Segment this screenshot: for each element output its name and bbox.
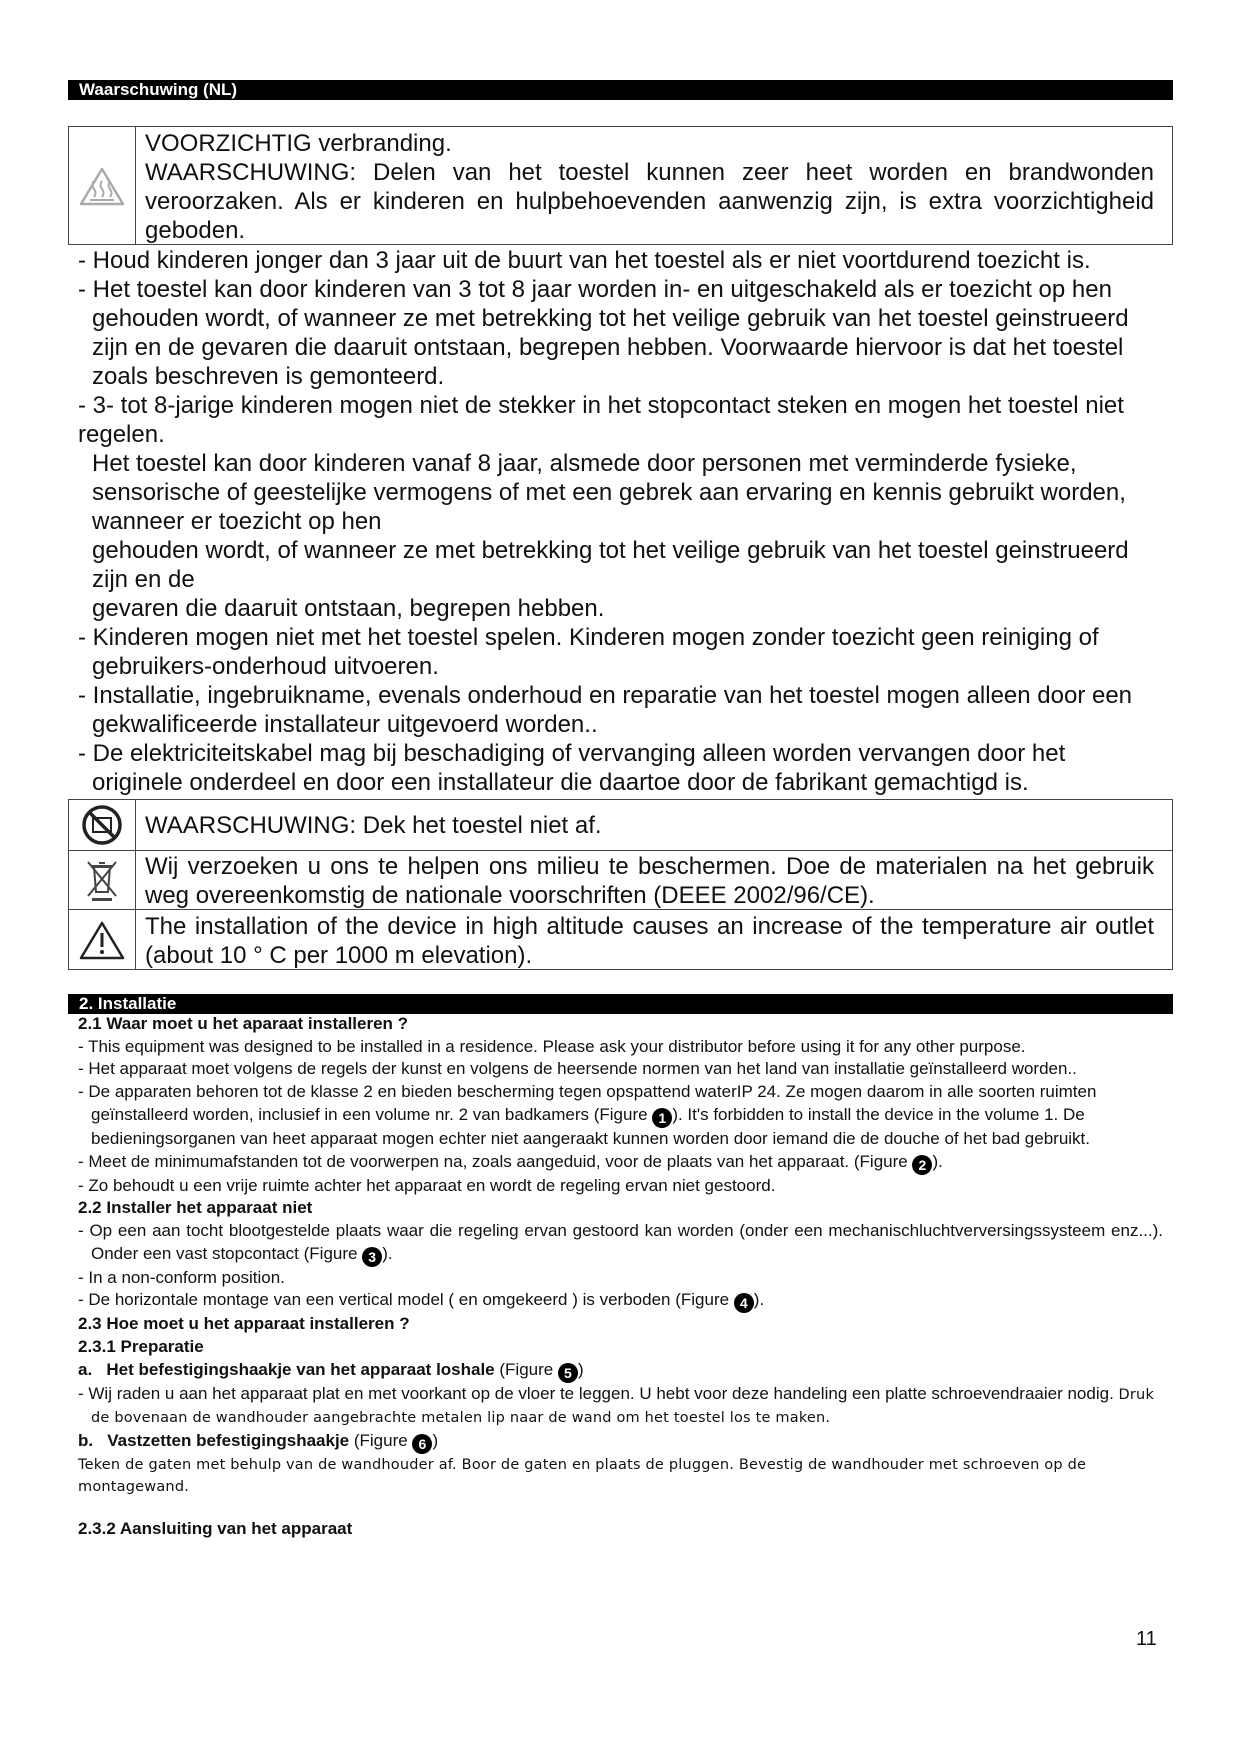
- section-header-warning: Waarschuwing (NL): [68, 80, 1173, 100]
- list-item: - This equipment was designed to be installed in a residence. Please ask your distributor before using it for any other purpose.: [78, 1036, 1026, 1056]
- list-item: Het toestel kan door kinderen vanaf 8 jaar, alsmede door personen met verminderde fysieke, sensorische of geestelijke vermogens of met een gebrek aan ervaring en kennis gebruikt worden, wanneer er toezicht op hen: [92, 450, 1126, 535]
- do-not-cover-box: [68, 799, 1173, 851]
- list-item: - De horizontale montage van een vertical model ( en omgekeerd ) is verboden (Figure 4 ).: [78, 1290, 765, 1312]
- step-a-heading: a. Het befestigingshaakje van het apparaat loshale (Figure 5 ): [78, 1359, 584, 1381]
- altitude-warning-box: [68, 909, 1173, 970]
- list-item: - In a non-conform position.: [78, 1267, 285, 1287]
- list-item: - De apparaten behoren tot de klasse 2 en bieden bescherming tegen opspattend waterIP 24. Ze mogen daarom in alle soorten ruimten geïnstalleerd worden, inclusief in een volume nr. 2 van badkamers (Figure 1 ). It's forbidden to install the device in the volume 1. De bedieningsorganen van heet apparaat mogen echter niet aangeraakt kunnen worden door iemand die de douche of het bad gebruikt.: [78, 1082, 1097, 1148]
- page-number: 11: [1136, 1628, 1157, 1650]
- step-b-heading: b. Vastzetten befestigingshaakje (Figure 6 ): [78, 1431, 439, 1453]
- list-item: - Op een aan tocht blootgestelde plaats waar die regeling ervan gestoord kan worden (onder een mechanischluchtverversingssysteem enz...). Onder een vast stopcontact (Figure 3 ).: [78, 1220, 1163, 1265]
- figure-2-marker: 2: [912, 1155, 932, 1175]
- hot-surface-warning-icon: [79, 166, 125, 206]
- step-b-text: Teken de gaten met behulp van de wandhouder af. Boor de gaten en plaats de pluggen. Bevestig de wandhouder met schroeven op de montagewand.: [78, 1457, 1087, 1496]
- list-item: - Het apparaat moet volgens de regels der kunst en volgens de heersende normen van het land van installatie geïnstalleerd worden..: [78, 1059, 1077, 1079]
- box2-text: WAARSCHUWING: Dek het toestel niet af.: [145, 812, 602, 839]
- list-item: - Wij raden u aan het apparaat plat en met voorkant op de vloer te leggen. U hebt voor deze handeling een platte schroevendraaier nodig. Druk de bovenaan de wandhouder aangebrachte metalen lip naar de wand om het toestel los te maken.: [78, 1383, 1155, 1427]
- list-item: - Houd kinderen jonger dan 3 jaar uit de buurt van het toestel als er niet voortdurend toezicht is.: [78, 247, 1091, 274]
- do-not-cover-icon: [81, 804, 123, 846]
- list-item: - Installatie, ingebruikname, evenals onderhoud en reparatie van het toestel mogen alleen door een gekwalificeerde installateur uitgevoerd worden..: [78, 682, 1133, 738]
- figure-1-marker: 1: [652, 1108, 672, 1128]
- subsection-title-2-3-1: 2.3.1 Preparatie: [78, 1337, 204, 1357]
- installation-content: [78, 1013, 1163, 1541]
- subsection-title-2-3-2: 2.3.2 Aansluiting van het apparaat: [78, 1519, 353, 1539]
- figure-3-marker: 3: [362, 1247, 382, 1267]
- figure-4-marker: 4: [734, 1293, 754, 1313]
- box1-title: VOORZICHTIG verbranding.: [145, 130, 452, 157]
- caution-triangle-icon: [79, 920, 125, 960]
- section-header-installation: 2. Installatie: [68, 994, 1173, 1014]
- subsection-title-2-2: 2.2 Installer het apparaat niet: [78, 1198, 313, 1218]
- hot-surface-warning-box: [68, 126, 1173, 245]
- warning-list: [78, 246, 1158, 797]
- box1-text: WAARSCHUWING: Delen van het toestel kunnen zeer heet worden en brandwonden veroorzaken. Als er kinderen en hulpbehoevenden aanwenzig zijn, is extra voorzichtigheid geboden.: [145, 159, 1154, 244]
- list-item: - Meet de minimumafstanden tot de voorwerpen na, zoals aangeduid, voor de plaats van het apparaat. (Figure 2 ).: [78, 1151, 943, 1173]
- subsection-title-2-1: 2.1 Waar moet u het aparaat installeren ?: [78, 1014, 409, 1033]
- box4-text: The installation of the device in high altitude causes an increase of the temperature air outlet (about 10 ° C per 1000 m elevation).: [145, 913, 1154, 969]
- list-item: - Het toestel kan door kinderen van 3 tot 8 jaar worden in- en uitgeschakeld als er toezicht op hen gehouden wordt, of wanneer ze met betrekking tot het veilige gebruik van het toestel geinstrueerd zijn en de gevaren die daaruit ontstaan, begrepen hebben. Voorwaarde hiervoor is dat het toestel zoals beschreven is gemonteerd.: [78, 276, 1129, 390]
- box3-text: Wij verzoeken u ons te helpen ons milieu te beschermen. Doe de materialen na het gebruik weg overeenkomstig de nationale voorschriften (DEEE 2002/96/CE).: [145, 853, 1154, 909]
- crossed-bin-weee-icon: [85, 858, 119, 902]
- list-item: - Kinderen mogen niet met het toestel spelen. Kinderen mogen zonder toezicht geen reiniging of gebruikers-onderhoud uitvoeren.: [78, 624, 1099, 680]
- figure-5-marker: 5: [558, 1363, 578, 1383]
- weee-box: [68, 850, 1173, 910]
- list-item: - De elektriciteitskabel mag bij beschadiging of vervanging alleen worden vervangen door het originele onderdeel en door een installateur die daartoe door de fabrikant gemachtigd is.: [78, 740, 1066, 796]
- list-item: gehouden wordt, of wanneer ze met betrekking tot het veilige gebruik van het toestel geinstrueerd zijn en de: [92, 537, 1129, 593]
- subsection-title-2-3: 2.3 Hoe moet u het apparaat installeren ?: [78, 1314, 410, 1334]
- list-item: gevaren die daaruit ontstaan, begrepen hebben.: [92, 595, 605, 622]
- list-item: - Zo behoudt u een vrije ruimte achter het apparaat en wordt de regeling ervan niet gestoord.: [78, 1175, 776, 1195]
- figure-6-marker: 6: [412, 1434, 432, 1454]
- list-item: - 3- tot 8-jarige kinderen mogen niet de stekker in het stopcontact steken en mogen het toestel niet regelen.: [78, 392, 1124, 448]
